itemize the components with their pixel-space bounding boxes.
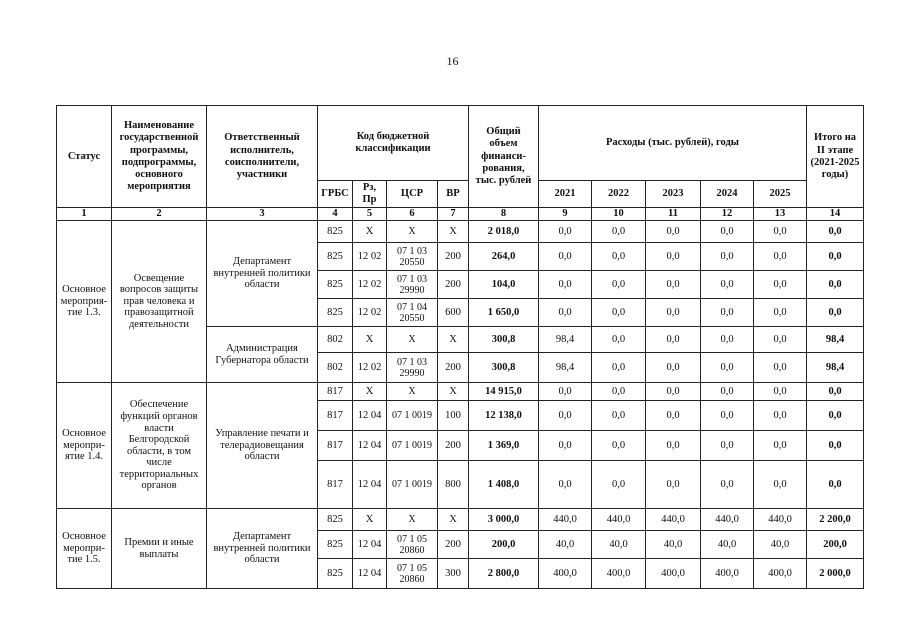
year-value-cell: 0,0: [539, 383, 592, 401]
table-body: [57, 221, 864, 589]
itogo-cell: 98,4: [807, 353, 864, 383]
rzpr-cell: 12 04: [353, 401, 387, 431]
status-cell: Основное меропри-тие 1.5.: [57, 509, 112, 589]
year-value-cell: 0,0: [592, 461, 646, 509]
itogo-cell: 2 000,0: [807, 559, 864, 589]
column-number: 10: [592, 208, 646, 221]
name-cell: Освещение вопросов защиты прав человека и правозащитной деятельности: [112, 221, 207, 383]
total-cell: 12 138,0: [469, 401, 539, 431]
column-number: 4: [318, 208, 353, 221]
table-row: [57, 509, 864, 531]
year-value-cell: 0,0: [646, 431, 701, 461]
grbs-cell: 825: [318, 271, 353, 299]
year-value-cell: 0,0: [539, 271, 592, 299]
year-value-cell: 0,0: [754, 401, 807, 431]
year-value-cell: 440,0: [646, 509, 701, 531]
grbs-cell: 825: [318, 243, 353, 271]
year-value-cell: 0,0: [592, 271, 646, 299]
year-value-cell: 440,0: [754, 509, 807, 531]
column-number: 12: [701, 208, 754, 221]
grbs-cell: 817: [318, 401, 353, 431]
year-value-cell: 0,0: [754, 327, 807, 353]
header-expenses: Расходы (тыс. рублей), годы: [539, 106, 807, 181]
grbs-cell: 825: [318, 531, 353, 559]
grbs-cell: 825: [318, 509, 353, 531]
year-value-cell: 0,0: [592, 221, 646, 243]
year-value-cell: 0,0: [646, 383, 701, 401]
csr-cell: 07 1 03 29990: [387, 271, 438, 299]
header-responsible: Ответственный исполнитель, соисполнители, участники: [207, 106, 318, 208]
rzpr-cell: 12 02: [353, 353, 387, 383]
year-value-cell: 0,0: [539, 461, 592, 509]
year-value-cell: 0,0: [592, 383, 646, 401]
year-value-cell: 440,0: [701, 509, 754, 531]
rzpr-cell: 12 04: [353, 461, 387, 509]
column-number: 2: [112, 208, 207, 221]
year-value-cell: 0,0: [701, 271, 754, 299]
vr-cell: 200: [438, 531, 469, 559]
status-cell: Основное меропри-ятие 1.4.: [57, 383, 112, 509]
grbs-cell: 817: [318, 383, 353, 401]
vr-cell: Х: [438, 383, 469, 401]
column-number: 1: [57, 208, 112, 221]
grbs-cell: 817: [318, 431, 353, 461]
header-year: 2024: [701, 181, 754, 208]
year-value-cell: 400,0: [539, 559, 592, 589]
total-cell: 300,8: [469, 327, 539, 353]
rzpr-cell: Х: [353, 509, 387, 531]
year-value-cell: 0,0: [592, 299, 646, 327]
header-year: 2025: [754, 181, 807, 208]
year-value-cell: 0,0: [646, 221, 701, 243]
total-cell: 3 000,0: [469, 509, 539, 531]
rzpr-cell: 12 02: [353, 243, 387, 271]
csr-cell: 07 1 03 20550: [387, 243, 438, 271]
column-number: 6: [387, 208, 438, 221]
csr-cell: 07 1 05 20860: [387, 559, 438, 589]
year-value-cell: 440,0: [539, 509, 592, 531]
csr-cell: Х: [387, 327, 438, 353]
year-value-cell: 400,0: [646, 559, 701, 589]
grbs-cell: 802: [318, 353, 353, 383]
itogo-cell: 98,4: [807, 327, 864, 353]
total-cell: 264,0: [469, 243, 539, 271]
year-value-cell: 0,0: [701, 383, 754, 401]
itogo-cell: 0,0: [807, 461, 864, 509]
column-number: 11: [646, 208, 701, 221]
year-value-cell: 0,0: [754, 383, 807, 401]
year-value-cell: 400,0: [592, 559, 646, 589]
page-number: 16: [446, 54, 459, 68]
table-row: [57, 383, 864, 401]
year-value-cell: 0,0: [592, 401, 646, 431]
year-value-cell: 0,0: [539, 243, 592, 271]
year-value-cell: 98,4: [539, 327, 592, 353]
csr-cell: 07 1 0019: [387, 431, 438, 461]
table-row: [57, 221, 864, 243]
year-value-cell: 98,4: [539, 353, 592, 383]
year-value-cell: 400,0: [701, 559, 754, 589]
year-value-cell: 0,0: [701, 401, 754, 431]
itogo-cell: 0,0: [807, 243, 864, 271]
csr-cell: Х: [387, 509, 438, 531]
responsible-cell: Управление печати и телерадиовещания области: [207, 383, 318, 509]
itogo-cell: 200,0: [807, 531, 864, 559]
year-value-cell: 0,0: [754, 461, 807, 509]
year-value-cell: 0,0: [539, 299, 592, 327]
rzpr-cell: Х: [353, 383, 387, 401]
year-value-cell: 0,0: [646, 401, 701, 431]
csr-cell: 07 1 0019: [387, 401, 438, 431]
vr-cell: 200: [438, 271, 469, 299]
year-value-cell: 0,0: [701, 327, 754, 353]
year-value-cell: 0,0: [592, 327, 646, 353]
column-number: 5: [353, 208, 387, 221]
vr-cell: 300: [438, 559, 469, 589]
vr-cell: 200: [438, 243, 469, 271]
header-status: Статус: [57, 106, 112, 208]
itogo-cell: 0,0: [807, 299, 864, 327]
name-cell: Премии и иные выплаты: [112, 509, 207, 589]
year-value-cell: 0,0: [539, 221, 592, 243]
year-value-cell: 40,0: [592, 531, 646, 559]
header-grbs: ГРБС: [318, 181, 353, 208]
year-value-cell: 0,0: [646, 327, 701, 353]
total-cell: 2 018,0: [469, 221, 539, 243]
header-vr: ВР: [438, 181, 469, 208]
year-value-cell: 40,0: [754, 531, 807, 559]
year-value-cell: 0,0: [754, 431, 807, 461]
header-total: Общий объем финанси-рования, тыс. рублей: [469, 106, 539, 208]
rzpr-cell: 12 04: [353, 531, 387, 559]
year-value-cell: 0,0: [539, 431, 592, 461]
vr-cell: 600: [438, 299, 469, 327]
year-value-cell: 0,0: [592, 431, 646, 461]
header-year: 2022: [592, 181, 646, 208]
rzpr-cell: Х: [353, 221, 387, 243]
total-cell: 1 650,0: [469, 299, 539, 327]
column-number: 14: [807, 208, 864, 221]
year-value-cell: 0,0: [754, 221, 807, 243]
vr-cell: 800: [438, 461, 469, 509]
header-year: 2023: [646, 181, 701, 208]
grbs-cell: 825: [318, 559, 353, 589]
csr-cell: 07 1 04 20550: [387, 299, 438, 327]
responsible-cell: Департамент внутренней политики области: [207, 509, 318, 589]
csr-cell: 07 1 05 20860: [387, 531, 438, 559]
rzpr-cell: 12 04: [353, 559, 387, 589]
total-cell: 2 800,0: [469, 559, 539, 589]
vr-cell: Х: [438, 327, 469, 353]
status-cell: Основное мероприя-тие 1.3.: [57, 221, 112, 383]
total-cell: 300,8: [469, 353, 539, 383]
year-value-cell: 0,0: [646, 271, 701, 299]
responsible-cell: Администрация Губернатора области: [207, 327, 318, 383]
itogo-cell: 0,0: [807, 431, 864, 461]
year-value-cell: 0,0: [646, 243, 701, 271]
year-value-cell: 0,0: [646, 299, 701, 327]
vr-cell: Х: [438, 221, 469, 243]
year-value-cell: 0,0: [754, 299, 807, 327]
year-value-cell: 0,0: [592, 353, 646, 383]
itogo-cell: 0,0: [807, 271, 864, 299]
itogo-cell: 0,0: [807, 221, 864, 243]
header-budget-code: Код бюджетной классификации: [318, 106, 469, 181]
total-cell: 1 408,0: [469, 461, 539, 509]
csr-cell: Х: [387, 221, 438, 243]
column-number: 7: [438, 208, 469, 221]
vr-cell: 200: [438, 353, 469, 383]
grbs-cell: 802: [318, 327, 353, 353]
column-number: 13: [754, 208, 807, 221]
header-name: Наименование государственной программы, подпрограммы, основного мероприятия: [112, 106, 207, 208]
csr-cell: 07 1 0019: [387, 461, 438, 509]
year-value-cell: 0,0: [646, 353, 701, 383]
year-value-cell: 0,0: [754, 353, 807, 383]
vr-cell: Х: [438, 509, 469, 531]
rzpr-cell: 12 04: [353, 431, 387, 461]
vr-cell: 100: [438, 401, 469, 431]
header-csr: ЦСР: [387, 181, 438, 208]
year-value-cell: 0,0: [701, 431, 754, 461]
column-number: 3: [207, 208, 318, 221]
year-value-cell: 0,0: [701, 299, 754, 327]
total-cell: 104,0: [469, 271, 539, 299]
year-value-cell: 40,0: [646, 531, 701, 559]
year-value-cell: 0,0: [701, 461, 754, 509]
rzpr-cell: Х: [353, 327, 387, 353]
year-value-cell: 440,0: [592, 509, 646, 531]
total-cell: 1 369,0: [469, 431, 539, 461]
rzpr-cell: 12 02: [353, 299, 387, 327]
year-value-cell: 400,0: [754, 559, 807, 589]
year-value-cell: 0,0: [646, 461, 701, 509]
year-value-cell: 0,0: [592, 243, 646, 271]
budget-table: [56, 105, 864, 589]
year-value-cell: 0,0: [754, 271, 807, 299]
year-value-cell: 0,0: [701, 221, 754, 243]
year-value-cell: 0,0: [754, 243, 807, 271]
grbs-cell: 825: [318, 299, 353, 327]
grbs-cell: 825: [318, 221, 353, 243]
csr-cell: Х: [387, 383, 438, 401]
year-value-cell: 40,0: [701, 531, 754, 559]
header-year: 2021: [539, 181, 592, 208]
rzpr-cell: 12 02: [353, 271, 387, 299]
itogo-cell: 0,0: [807, 383, 864, 401]
column-number: 8: [469, 208, 539, 221]
csr-cell: 07 1 03 29990: [387, 353, 438, 383]
header-rzpr: Рз, Пр: [353, 181, 387, 208]
year-value-cell: 40,0: [539, 531, 592, 559]
header-itogo: Итого на II этапе (2021-2025 годы): [807, 106, 864, 208]
name-cell: Обеспечение функций органов власти Белгородской области, в том числе территориальных органов: [112, 383, 207, 509]
year-value-cell: 0,0: [701, 353, 754, 383]
responsible-cell: Департамент внутренней политики области: [207, 221, 318, 327]
itogo-cell: 0,0: [807, 401, 864, 431]
grbs-cell: 817: [318, 461, 353, 509]
vr-cell: 200: [438, 431, 469, 461]
year-value-cell: 0,0: [539, 401, 592, 431]
column-number: 9: [539, 208, 592, 221]
year-value-cell: 0,0: [701, 243, 754, 271]
itogo-cell: 2 200,0: [807, 509, 864, 531]
total-cell: 200,0: [469, 531, 539, 559]
total-cell: 14 915,0: [469, 383, 539, 401]
